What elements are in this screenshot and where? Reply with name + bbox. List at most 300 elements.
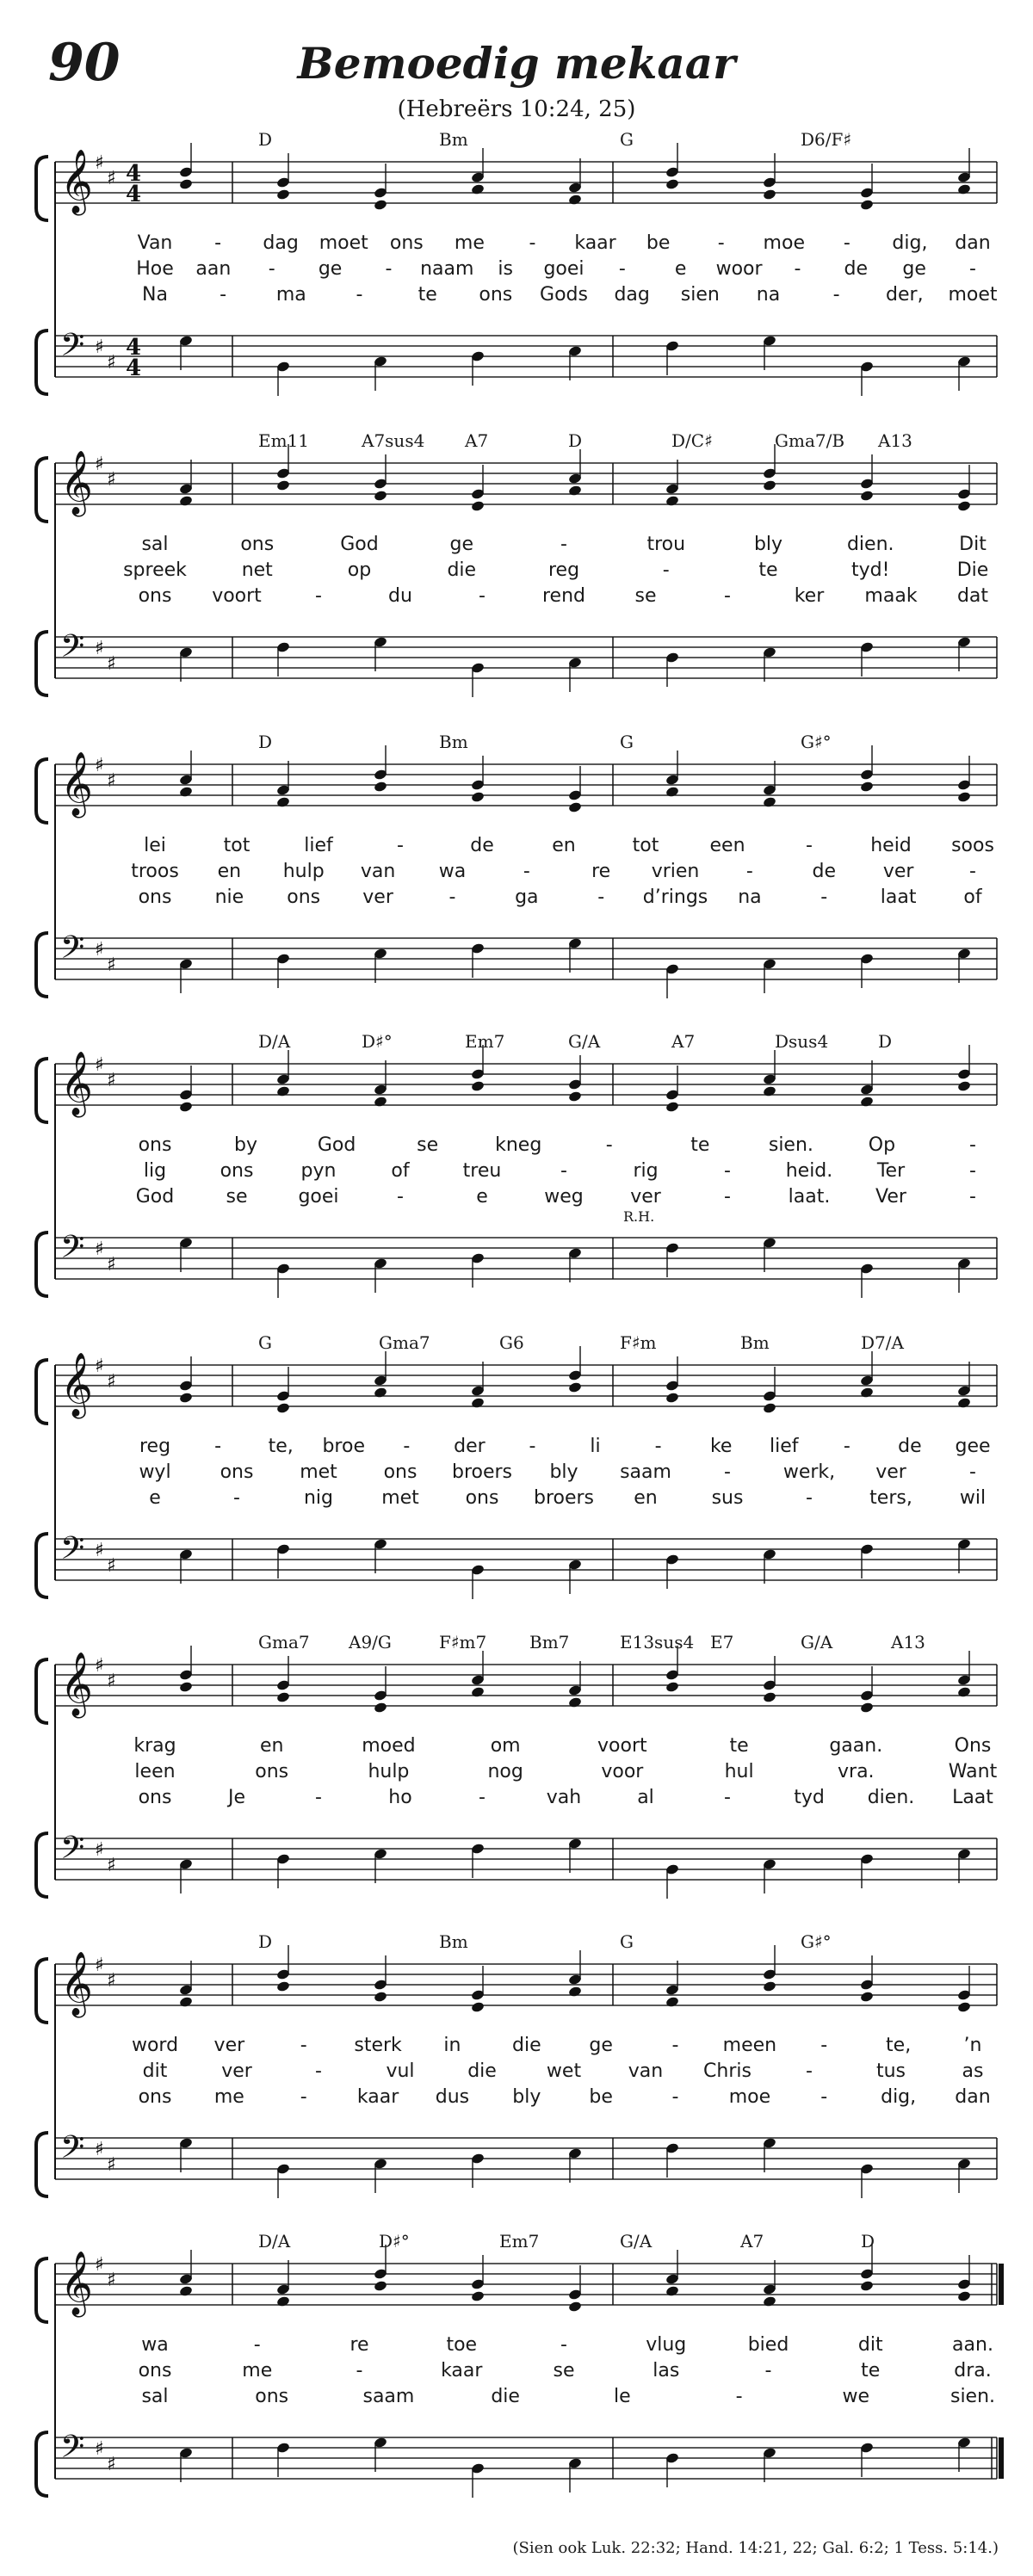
verse-1-syllable: en — [552, 835, 576, 856]
verse-2-syllable: ge — [902, 258, 926, 280]
alto-note-head — [860, 2280, 875, 2292]
treble-clef-icon: 𝄞 — [60, 2252, 93, 2315]
verse-2-syllable: leen — [134, 1761, 176, 1782]
verse-2-syllable: net — [241, 559, 273, 581]
staff-bracket — [36, 2133, 48, 2196]
verse-1-syllable: voort — [597, 1735, 647, 1757]
verse-1-syllable: lief — [770, 1436, 799, 1457]
chord-symbol: G — [620, 732, 634, 752]
verse-2-syllable: - — [724, 1461, 731, 1483]
verse-1-syllable: om — [490, 1735, 521, 1757]
key-sharp-icon: ♯ — [95, 638, 104, 659]
verse-1-syllable: reg — [139, 1436, 171, 1457]
verse-1-syllable: - — [843, 1436, 851, 1457]
alto-note-head — [665, 178, 680, 190]
verse-3-syllable: ons — [255, 2386, 289, 2407]
verse-1-syllable: me — [454, 232, 485, 254]
verse-3-syllable: - — [448, 886, 456, 908]
verse-2-syllable: naam — [420, 258, 474, 280]
verse-3-syllable: e — [149, 1487, 161, 1509]
bass-clef-icon: 𝄢 — [60, 930, 85, 973]
verse-3-syllable: ters, — [869, 1487, 912, 1509]
verse-1-syllable: re — [349, 2334, 369, 2356]
key-sharp-icon: ♯ — [95, 1356, 104, 1377]
verse-1-syllable: sterk — [354, 2035, 402, 2056]
verse-1-syllable: tot — [223, 835, 251, 856]
verse-1-syllable: - — [605, 1134, 613, 1156]
verse-2-syllable: - — [315, 2060, 322, 2082]
staff-bracket — [36, 2258, 48, 2322]
verse-1-syllable: meen — [722, 2035, 777, 2056]
verse-2-syllable: as — [962, 2060, 984, 2082]
chord-symbol: D6/F♯ — [801, 129, 852, 150]
verse-1-syllable: - — [397, 835, 404, 856]
scripture-reference: (Hebreërs 10:24, 25) — [397, 96, 636, 122]
verse-3-syllable: - — [479, 585, 486, 607]
alto-note-head — [179, 786, 194, 798]
alto-note-head — [471, 500, 486, 512]
staff-bracket — [36, 933, 48, 997]
chord-symbol: Bm — [439, 732, 468, 752]
verse-1-syllable: ons — [138, 1134, 172, 1156]
staff-bracket — [36, 1659, 48, 1723]
staff-bracket — [36, 632, 48, 695]
verse-1-syllable: sal — [141, 534, 169, 555]
chord-symbol: D — [568, 430, 583, 451]
verse-2-syllable: die — [447, 559, 477, 581]
alto-note-head — [471, 2001, 486, 2013]
chord-symbol: G — [258, 1332, 272, 1353]
verse-3-syllable: - — [724, 585, 731, 607]
verse-2-syllable: - — [268, 258, 275, 280]
verse-1-syllable: ge — [589, 2035, 613, 2056]
staff-bracket — [36, 2432, 48, 2496]
alto-note-head — [763, 1085, 777, 1097]
chord-symbol: A7 — [740, 2231, 764, 2252]
alto-note-head — [471, 1397, 486, 1409]
verse-1-syllable: die — [512, 2035, 541, 2056]
verse-3-syllable: dien. — [867, 1787, 915, 1808]
verse-2-syllable: vrien — [651, 861, 700, 882]
key-sharp-icon: ♯ — [107, 1371, 116, 1393]
verse-2-syllable: de — [844, 258, 869, 280]
verse-1-syllable: een — [709, 835, 745, 856]
alto-note-head — [665, 495, 680, 507]
music-system-3 — [0, 732, 1033, 1024]
alto-note-head — [568, 2301, 583, 2313]
verse-3-syllable: ons — [465, 1487, 499, 1509]
key-sharp-icon: ♯ — [107, 653, 116, 675]
verse-3-syllable: vah — [546, 1787, 582, 1808]
alto-note-head — [374, 490, 388, 502]
key-sharp-icon: ♯ — [107, 770, 116, 792]
verse-3-syllable: ons — [138, 2086, 172, 2108]
verse-2-syllable: treu — [462, 1160, 502, 1182]
verse-2-syllable: e — [674, 258, 687, 280]
alto-note-head — [568, 485, 583, 497]
alto-note-head — [860, 1991, 875, 2003]
verse-3-syllable: dag — [614, 284, 650, 306]
verse-3-syllable: laat — [880, 886, 917, 908]
verse-2-syllable: ons — [255, 1761, 289, 1782]
chord-symbol: D/A — [258, 2231, 291, 2252]
bass-clef-icon: 𝄢 — [60, 1530, 85, 1574]
verse-1-syllable: ver — [213, 2035, 245, 2056]
final-barline — [999, 2437, 1004, 2479]
verse-1-syllable: dag — [263, 232, 299, 254]
verse-2-syllable: troos — [131, 861, 179, 882]
verse-1-syllable: gaan. — [829, 1735, 883, 1757]
verse-1-syllable: by — [234, 1134, 258, 1156]
verse-3-syllable: - — [969, 1186, 976, 1208]
verse-1-syllable: bied — [747, 2334, 789, 2356]
bass-clef-icon: 𝄢 — [60, 2129, 85, 2173]
bass-clef-icon: 𝄢 — [60, 1229, 85, 1273]
staff-bracket — [36, 157, 48, 220]
verse-3-syllable: saam — [362, 2386, 415, 2407]
music-system-5 — [0, 1332, 1033, 1625]
verse-3-syllable: - — [806, 1487, 813, 1509]
verse-2-syllable: - — [662, 559, 670, 581]
time-signature-digit: 4 — [126, 182, 142, 207]
verse-2-syllable: wa — [438, 861, 467, 882]
chord-symbol: Gma7 — [379, 1332, 430, 1353]
verse-2-syllable: - — [969, 1160, 976, 1182]
hymn-title: Bemoedig mekaar — [297, 38, 736, 89]
verse-3-syllable: - — [832, 284, 840, 306]
key-sharp-icon: ♯ — [107, 1254, 116, 1276]
verse-2-syllable: - — [764, 2360, 772, 2381]
chord-symbol: G/A — [620, 2231, 653, 2252]
verse-1-syllable: Dit — [959, 534, 987, 555]
verse-2-syllable: aan — [195, 258, 232, 280]
key-sharp-icon: ♯ — [95, 454, 104, 475]
verse-2-syllable: - — [724, 1160, 731, 1182]
verse-1-syllable: word — [131, 2035, 179, 2056]
verse-1-syllable: li — [590, 1436, 601, 1457]
key-sharp-icon: ♯ — [107, 2154, 116, 2176]
alto-note-head — [179, 495, 194, 507]
verse-3-syllable: - — [724, 1186, 731, 1208]
alto-note-head — [957, 183, 972, 195]
chord-symbol: G♯° — [801, 732, 832, 752]
key-sharp-icon: ♯ — [95, 1839, 104, 1861]
chord-symbol: E13sus4 — [620, 1632, 695, 1652]
verse-2-syllable: ons — [220, 1160, 254, 1182]
chord-symbol: A7 — [465, 430, 489, 451]
verse-3-syllable: me — [213, 2086, 244, 2108]
alto-note-head — [276, 796, 291, 808]
alto-note-head — [860, 199, 875, 211]
key-sharp-icon: ♯ — [95, 1054, 104, 1076]
verse-1-syllable: - — [654, 1436, 662, 1457]
hymn-number: 90 — [48, 33, 121, 93]
alto-note-head — [957, 1686, 972, 1698]
verse-1-syllable: be — [646, 232, 671, 254]
verse-2-syllable: werk, — [782, 1461, 836, 1483]
verse-2-syllable: se — [553, 2360, 575, 2381]
verse-1-syllable: tot — [632, 835, 659, 856]
verse-3-syllable: Je — [227, 1787, 246, 1808]
staff-bracket — [36, 1534, 48, 1597]
verse-3-syllable: met — [381, 1487, 419, 1509]
chord-symbol: D7/A — [861, 1332, 904, 1353]
chord-symbol: F♯m — [620, 1332, 657, 1353]
verse-2-syllable: - — [806, 2060, 813, 2082]
alto-note-head — [179, 178, 194, 190]
key-sharp-icon: ♯ — [107, 1671, 116, 1692]
verse-2-syllable: Die — [956, 559, 989, 581]
chord-symbol: Em7 — [465, 1031, 505, 1052]
key-sharp-icon: ♯ — [107, 469, 116, 491]
verse-3-syllable: na — [738, 886, 762, 908]
verse-1-syllable: - — [671, 2035, 679, 2056]
verse-3-syllable: we — [842, 2386, 870, 2407]
music-system-1 — [0, 129, 1033, 422]
alto-note-head — [665, 1681, 680, 1693]
alto-note-head — [179, 2285, 194, 2297]
verse-3-syllable: sal — [141, 2386, 169, 2407]
staff-bracket — [36, 458, 48, 522]
bass-clef-icon: 𝄢 — [60, 1830, 85, 1874]
verse-3-syllable: - — [315, 585, 322, 607]
verse-1-syllable: - — [560, 2334, 567, 2356]
alto-note-head — [957, 1397, 972, 1409]
verse-2-syllable: ge — [318, 258, 343, 280]
chord-symbol: Bm — [439, 129, 468, 150]
alto-note-head — [374, 1991, 388, 2003]
verse-2-syllable: broers — [451, 1461, 513, 1483]
alto-note-head — [374, 1096, 388, 1108]
verse-1-syllable: ge — [449, 534, 473, 555]
verse-1-syllable: Ons — [954, 1735, 992, 1757]
verse-3-syllable: weg — [544, 1186, 584, 1208]
alto-note-head — [179, 1101, 194, 1113]
verse-2-syllable: saam — [620, 1461, 671, 1483]
verse-3-syllable: - — [233, 1487, 240, 1509]
verse-1-syllable: toe — [446, 2334, 478, 2356]
verse-1-syllable: soos — [951, 835, 994, 856]
verse-3-syllable: al — [637, 1787, 654, 1808]
verse-3-syllable: sien. — [949, 2386, 996, 2407]
verse-3-syllable: maak — [864, 585, 918, 607]
verse-3-syllable: Ver — [875, 1186, 906, 1208]
verse-1-syllable: kneg — [495, 1134, 542, 1156]
verse-1-syllable: - — [253, 2334, 261, 2356]
key-sharp-icon: ♯ — [95, 755, 104, 776]
verse-2-syllable: dit — [142, 2060, 168, 2082]
verse-3-syllable: moet — [948, 284, 998, 306]
verse-3-syllable: die — [491, 2386, 520, 2407]
verse-2-syllable: Want — [948, 1761, 998, 1782]
verse-1-syllable: de — [470, 835, 494, 856]
verse-3-syllable: ver — [362, 886, 393, 908]
verse-3-syllable: nig — [303, 1487, 334, 1509]
staff-bracket — [36, 1360, 48, 1424]
verse-2-syllable: - — [523, 861, 530, 882]
verse-3-syllable: Na — [142, 284, 168, 306]
verse-2-syllable: me — [242, 2360, 273, 2381]
verse-2-syllable: rig — [633, 1160, 659, 1182]
verse-1-syllable: en — [259, 1735, 284, 1757]
chord-symbol: D/A — [258, 1031, 291, 1052]
alto-note-head — [276, 1980, 291, 1992]
chord-symbol: A9/G — [349, 1632, 392, 1652]
alto-note-head — [179, 1392, 194, 1404]
alto-note-head — [179, 1681, 194, 1693]
verse-3-syllable: le — [614, 2386, 631, 2407]
bass-clef-icon: 𝄢 — [60, 327, 85, 371]
key-sharp-icon: ♯ — [107, 2270, 116, 2291]
cross-references: (Sien ook Luk. 22:32; Hand. 14:21, 22; Gal. 6:2; 1 Tess. 5:14.) — [512, 2539, 999, 2557]
verse-1-syllable: Op — [868, 1134, 896, 1156]
verse-2-syllable: Hoe — [136, 258, 174, 280]
verse-1-syllable: - — [806, 835, 813, 856]
alto-note-head — [957, 791, 972, 803]
verse-3-syllable: bly — [512, 2086, 541, 2108]
verse-2-syllable: - — [969, 258, 976, 280]
verse-2-syllable: - — [969, 861, 976, 882]
verse-2-syllable: pyn — [300, 1160, 337, 1182]
alto-note-head — [568, 1696, 583, 1708]
verse-3-syllable: dat — [956, 585, 989, 607]
verse-1-syllable: - — [843, 232, 851, 254]
chord-symbol: Em7 — [499, 2231, 540, 2252]
treble-clef-icon: 𝄞 — [60, 150, 93, 213]
verse-3-syllable: te — [418, 284, 437, 306]
alto-note-head — [665, 1996, 680, 2008]
chord-symbol: D — [258, 1931, 273, 1952]
key-sharp-icon: ♯ — [107, 2454, 116, 2475]
verse-2-syllable: ver — [875, 1461, 906, 1483]
verse-1-syllable: - — [717, 232, 725, 254]
chord-symbol: D — [258, 129, 273, 150]
alto-note-head — [374, 199, 388, 211]
verse-1-syllable: moe — [763, 232, 805, 254]
treble-clef-icon: 𝄞 — [60, 451, 93, 515]
chord-symbol: G — [620, 1931, 634, 1952]
alto-note-head — [568, 1986, 583, 1998]
staff-bracket — [36, 1059, 48, 1122]
alto-note-head — [471, 183, 486, 195]
verse-1-syllable: - — [403, 1436, 411, 1457]
alto-note-head — [568, 1381, 583, 1393]
verse-2-syllable: bly — [549, 1461, 578, 1483]
alto-note-head — [179, 1996, 194, 2008]
verse-3-syllable: ho — [388, 1787, 412, 1808]
chord-symbol: Gma7 — [258, 1632, 310, 1652]
key-sharp-icon: ♯ — [107, 1555, 116, 1577]
key-sharp-icon: ♯ — [95, 1239, 104, 1260]
verse-2-syllable: hulp — [368, 1761, 410, 1782]
chord-symbol: G6 — [499, 1332, 524, 1353]
verse-3-syllable: be — [589, 2086, 613, 2108]
verse-3-syllable: der, — [886, 284, 924, 306]
verse-2-syllable: vul — [386, 2060, 415, 2082]
verse-2-syllable: - — [618, 258, 626, 280]
verse-3-syllable: - — [820, 2086, 828, 2108]
verse-1-syllable: dien. — [846, 534, 894, 555]
alto-note-head — [568, 194, 583, 206]
alto-note-head — [276, 1402, 291, 1414]
alto-note-head — [276, 1085, 291, 1097]
verse-3-syllable: d’rings — [642, 886, 708, 908]
verse-1-syllable: - — [969, 1134, 976, 1156]
alto-note-head — [763, 796, 777, 808]
verse-2-syllable: ons — [138, 2360, 172, 2381]
alto-note-head — [568, 1090, 583, 1103]
alto-note-head — [957, 1080, 972, 1092]
chord-symbol: D♯° — [379, 2231, 410, 2252]
time-signature-digit: 4 — [126, 355, 142, 381]
time-signature-digit: 4 — [126, 335, 142, 361]
verse-2-syllable: en — [217, 861, 242, 882]
verse-1-syllable: broe — [322, 1436, 365, 1457]
alto-note-head — [665, 1392, 680, 1404]
verse-2-syllable: reg — [547, 559, 580, 581]
verse-3-syllable: ker — [794, 585, 825, 607]
verse-2-syllable: - — [356, 2360, 363, 2381]
verse-2-syllable: de — [812, 861, 837, 882]
key-sharp-icon: ♯ — [107, 1070, 116, 1091]
verse-3-syllable: dan — [955, 2086, 991, 2108]
verse-2-syllable: lig — [143, 1160, 167, 1182]
verse-1-syllable: de — [898, 1436, 922, 1457]
alto-note-head — [860, 1387, 875, 1399]
verse-2-syllable: ons — [383, 1461, 418, 1483]
verse-1-syllable: aan. — [952, 2334, 993, 2356]
verse-1-syllable: - — [529, 1436, 536, 1457]
staff-bracket — [36, 1232, 48, 1296]
chord-symbol: A7 — [671, 1031, 696, 1052]
treble-clef-icon: 𝄞 — [60, 1952, 93, 2016]
verse-1-syllable: der — [454, 1436, 486, 1457]
key-sharp-icon: ♯ — [95, 2139, 104, 2160]
verse-2-syllable: te — [758, 559, 778, 581]
alto-note-head — [568, 801, 583, 813]
verse-1-syllable: - — [529, 232, 536, 254]
chord-symbol: Em11 — [258, 430, 310, 451]
staff-bracket — [36, 330, 48, 394]
verse-2-syllable: van — [628, 2060, 664, 2082]
verse-2-syllable: te — [861, 2360, 881, 2381]
verse-1-syllable: moet — [319, 232, 368, 254]
chord-symbol: G/A — [568, 1031, 601, 1052]
verse-1-syllable: in — [443, 2035, 461, 2056]
verse-2-syllable: is — [498, 258, 513, 280]
verse-3-syllable: - — [479, 1787, 486, 1808]
verse-1-syllable: dit — [857, 2334, 883, 2356]
verse-3-syllable: ver — [630, 1186, 661, 1208]
verse-2-syllable: las — [653, 2360, 680, 2381]
verse-3-syllable: e — [476, 1186, 488, 1208]
chord-symbol: A13 — [891, 1632, 925, 1652]
verse-1-syllable: te — [690, 1134, 710, 1156]
verse-2-syllable: ver — [221, 2060, 252, 2082]
key-sharp-icon: ♯ — [95, 152, 104, 174]
verse-1-syllable: God — [317, 1134, 356, 1156]
verse-2-syllable: van — [360, 861, 396, 882]
verse-3-syllable: Gods — [540, 284, 588, 306]
verse-2-syllable: met — [300, 1461, 337, 1483]
key-sharp-icon: ♯ — [107, 1855, 116, 1876]
verse-2-syllable: re — [591, 861, 611, 882]
verse-3-syllable: - — [220, 284, 227, 306]
verse-3-syllable: God — [135, 1186, 175, 1208]
alto-note-head — [471, 791, 486, 803]
alto-note-head — [471, 1080, 486, 1092]
verse-3-syllable: ons — [138, 1787, 172, 1808]
